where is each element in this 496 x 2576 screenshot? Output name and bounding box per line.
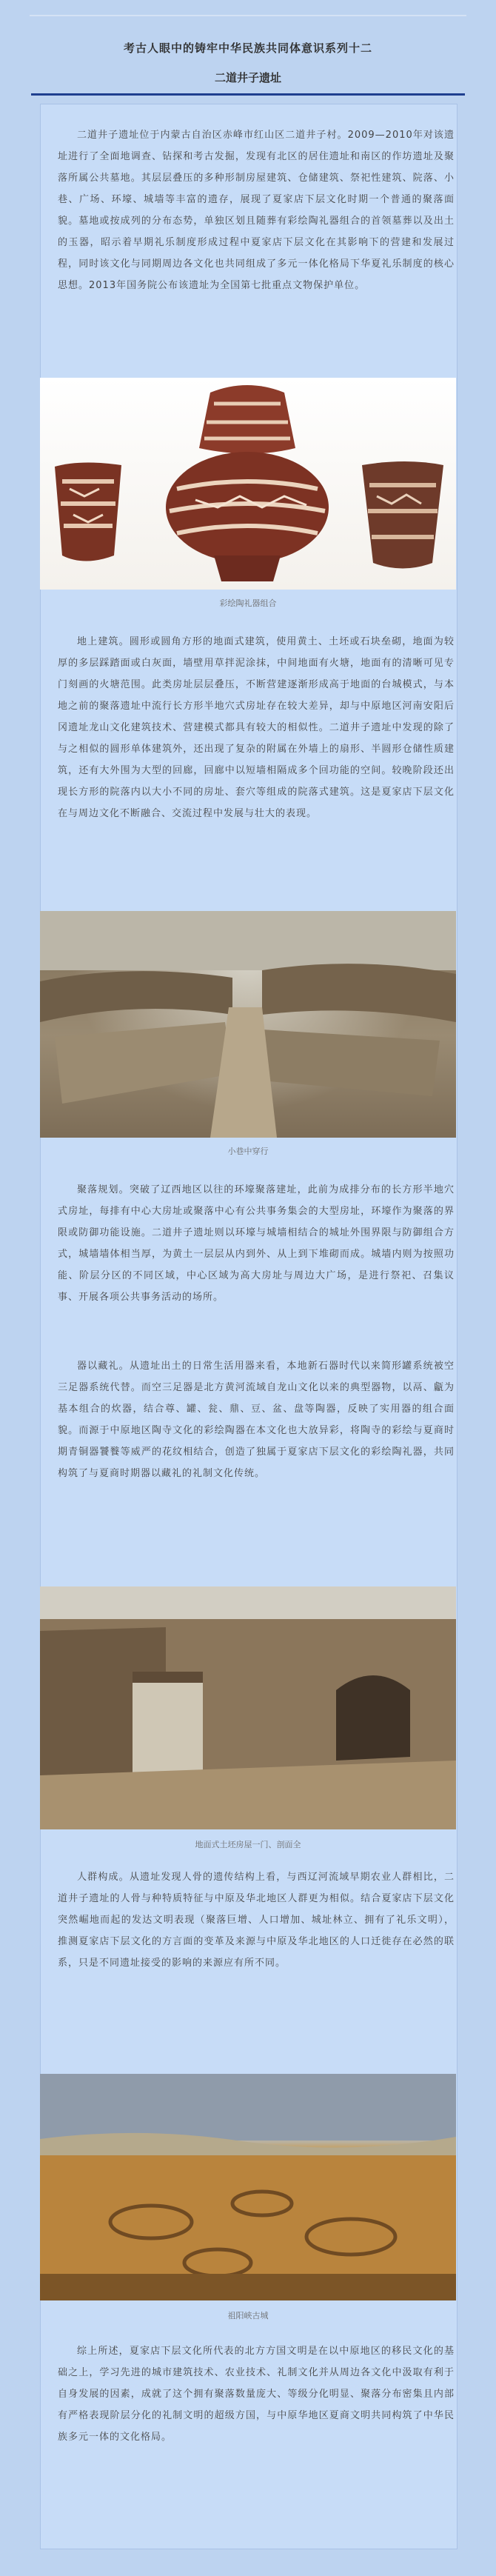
painted-pottery-illustration [40,378,456,590]
paragraph-planning: 聚落规划。突破了辽西地区以往的环壕聚落建址，此前为成排分布的长方形半地穴式房址，每排有中心大房址或聚落中心有公共事务集会的大型房址，环壕作为聚落的界限或防御功能设施。二道井子遗址则以环壕与城墙相结合的城址外围界限与防御组合方式，城墙墙体相当厚，为黄土一层层从内到外、从上到下堆砌而成。城墙内则为按照功能、阶层分区的不同区域，中心区域为高大房址与周边大广场，是进行祭祀、召集议事、开展各项公共事务活动的场所。 [58,1184,455,1303]
paragraph-intro: 二道井子遗址位于内蒙古自治区赤峰市红山区二道井子村。2009—2010年对该遗址进行了全面地调查、钻探和考古发掘，发现有北区的居住遗址和南区的作坊遗址及聚落所属公共墓地。其层层叠压的多种形制房屋建筑、仓储建筑、祭祀性建筑、院落、小巷、广场、环壕、城墙等丰富的遗存，展现了夏家店下层文化时期一个普通的聚落面貌。墓地或按成列的分布态势，单独区划且随葬有彩绘陶礼器组合的首领墓葬以及出土的玉器，昭示着早期礼乐制度形成过程中夏家店下层文化在其影响下的营建和发展过程，同时该文化与同期周边各文化也共同组成了多元一体化格局下华夏礼乐制度的核心思想。2013年国务院公布该遗址为全国第七批重点文物保护单位。 [58,130,455,291]
ancient-city-illustration [40,2074,456,2300]
title-underline [31,93,465,96]
center-vessel [166,385,329,581]
earthen-house-photo [40,1586,456,1829]
top-divider [30,15,466,16]
right-vessel [362,461,443,569]
article-subtitle: 二道井子遗址 [214,71,281,84]
ancient-city-photo [40,2074,456,2300]
caption-alley: 小巷中穿行 [227,1147,269,1156]
caption-city: 祖阳峡古城 [227,2311,269,2320]
alley-photo [40,911,456,1138]
article-title: 考古人眼中的铸牢中华民族共同体意识系列十二 [123,41,372,55]
paragraph-conclusion: 综上所述，夏家店下层文化所代表的北方方国文明是在以中原地区的移民文化的基础之上，学习先进的城市建筑技术、农业技术、礼制文化并从周边各文化中汲取有利于自身发展的因素，成就了这个拥有聚落数量庞大、等级分化明显、聚落分布密集且内部有严格表现阶层分化的礼制文明的超级方国，与中原华地区夏商文明共同构筑了中华民族多元一体的文化格局。 [58,2346,455,2443]
alley-illustration [40,911,456,1138]
left-vessel [55,462,121,561]
pottery-image [40,378,456,590]
earthen-house-illustration [40,1586,456,1829]
paragraph-population: 人群构成。从遗址发现人骨的遗传结构上看，与西辽河流域早期农业人群相比，二道井子遗址的人骨与种特质特征与中原及华北地区人群更为相似。结合夏家店下层文化突然崛地而起的发达文明表现（聚落巨增、人口增加、城址林立、拥有了礼乐文明），推测夏家店下层文化的方言面的变革及来源与中原及华北地区的人口迁徙存在必然的联系，只是不同遗址接受的影响的来源应有所不同。 [58,1872,455,1969]
caption-house: 地面式土坯房屋一门、剖面全 [195,1840,301,1849]
paragraph-ritual: 器以藏礼。从遗址出土的日常生活用器来看，本地新石器时代以来简形罐系统被空三足器系统代替。而空三足器是北方黄河流域自龙山文化以来的典型器物，以鬲、甗为基本组合的炊器，结合尊、罐、瓮、鼎、豆、盆、盘等陶器，反映了实用器的组合面貌。而源于中原地区陶寺文化的彩绘陶器在本文化也大放异彩，将陶寺的彩绘与夏商时期青铜器饕餮等威严的花纹相结合，创造了独属于夏家店下层文化的彩绘陶礼器，共同构筑了与夏商时期器以藏礼的礼制文化传统。 [58,1361,455,1479]
paragraph-buildings: 地上建筑。圆形或圆角方形的地面式建筑，使用黄土、土坯或石块垒砌，地面为较厚的多层踩踏面或白灰面，墙壁用草拌泥涂抹，中间地面有火塘，地面有的清晰可见专门刻画的火塘范围。此类房址层层叠压，不断营建逐渐形成高于地面的台城模式，与本地之前的聚落遗址中流行长方形半地穴式房址存在较大差异，却与中原地区河南安阳后冈遗址龙山文化建筑技术、营建模式都具有较大的相似性。二道井子遗址中发现的除了与之相似的圆形单体建筑外，还出现了复杂的附属在外墙上的扇形、半圆形仓储性质建筑，还有大外围为大型的回廊，回廊中以短墙相隔成多个回功能的空间。较晚阶段还出现长方形的院落内以大小不同的房址、套穴等组成的院落式建筑。这是夏家店下层文化在与周边文化不断融合、交流过程中发展与壮大的表现。 [58,636,455,819]
caption-pottery: 彩绘陶礼器组合 [219,598,277,608]
